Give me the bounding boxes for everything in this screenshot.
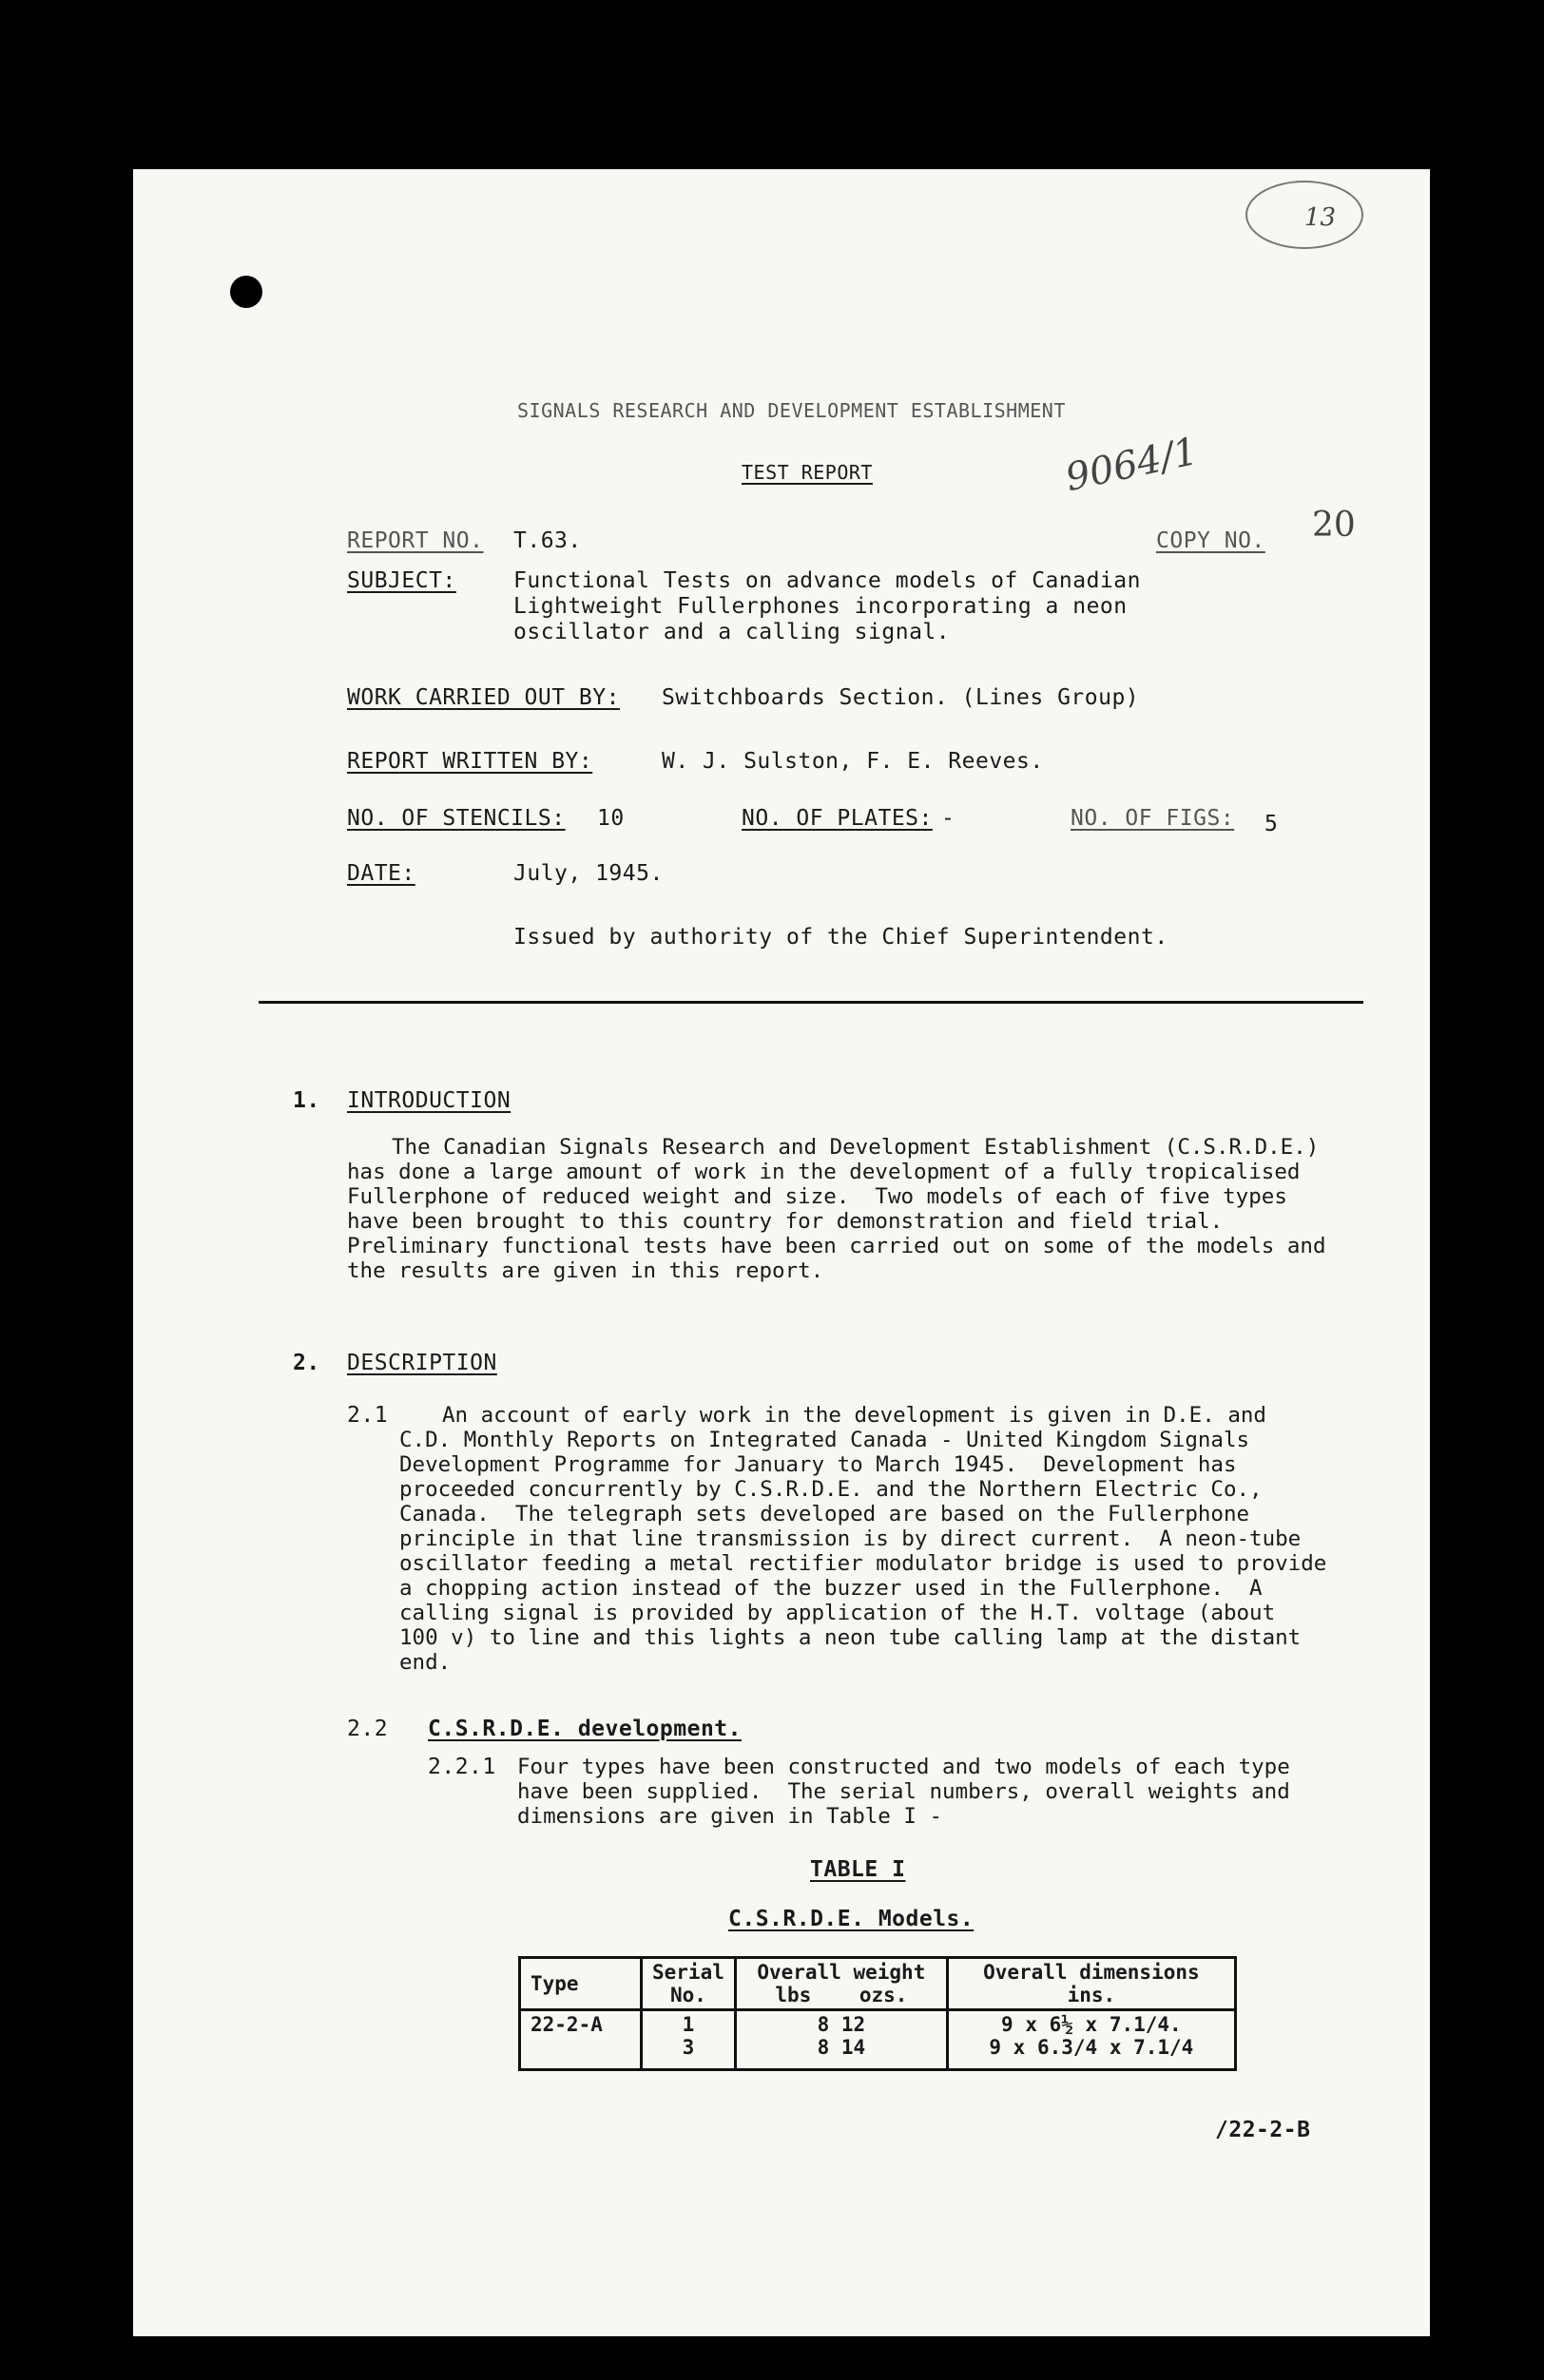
handwritten-ref: 9064/1 <box>1061 429 1202 501</box>
description-line: principle in that line transmission is by direct current. A neon-tube <box>399 1526 1302 1551</box>
plates-label: NO. OF PLATES: <box>742 806 933 831</box>
table-row <box>520 2010 1236 2070</box>
description-line: 100 v) to line and this lights a neon tube calling lamp at the distant <box>399 1625 1302 1650</box>
report-no-value: T.63. <box>513 528 582 553</box>
report-no-label: REPORT NO. <box>347 528 484 553</box>
description-line: a chopping action instead of the buzzer used in the Fullerphone. A <box>399 1576 1263 1601</box>
work-value: Switchboards Section. (Lines Group) <box>662 685 1140 710</box>
introduction-line: Fullerphone of reduced weight and size. Two models of each of five types <box>347 1184 1287 1209</box>
figs-label: NO. OF FIGS: <box>1071 806 1235 831</box>
header-dimensions: Overall dimensions ins. <box>947 1958 1235 2010</box>
introduction-line: have been brought to this country for demonstration and field trial. <box>347 1209 1224 1234</box>
work-label: WORK CARRIED OUT BY: <box>347 685 620 710</box>
description-line: Development Programme for January to March 1945. Development has <box>399 1452 1237 1477</box>
copy-no-label: COPY NO. <box>1156 528 1265 553</box>
subject-line: Functional Tests on advance models of Canadian <box>513 568 1141 593</box>
subject-line: Lightweight Fullerphones incorporating a neon <box>513 594 1128 619</box>
copy-number: 20 <box>1312 506 1356 545</box>
description-line: proceeded concurrently by C.S.R.D.E. and the Northern Electric Co., <box>399 1477 1263 1502</box>
date-label: DATE: <box>347 861 415 886</box>
introduction-line: Preliminary functional tests have been carried out on some of the models and <box>347 1234 1326 1258</box>
section-title-description: DESCRIPTION <box>347 1351 497 1375</box>
cell-weights: 8 12 8 14 <box>735 2010 947 2070</box>
document-page <box>133 169 1430 2336</box>
cell-type: 22-2-A <box>520 2010 642 2070</box>
date-value: July, 1945. <box>513 861 664 886</box>
table-title: TABLE I <box>810 1857 906 1882</box>
subsection-number: 2.1 <box>347 1403 389 1428</box>
header-serial: Serial No. <box>642 1958 736 2010</box>
subsection-line: dimensions are given in Table I - <box>517 1804 943 1829</box>
written-label: REPORT WRITTEN BY: <box>347 749 593 774</box>
stencils-label: NO. OF STENCILS: <box>347 806 566 831</box>
description-line: calling signal is provided by application of the H.T. voltage (about <box>399 1601 1276 1625</box>
subsection-line: Four types have been constructed and two models of each type <box>517 1755 1290 1779</box>
organization-heading: SIGNALS RESEARCH AND DEVELOPMENT ESTABLISHMENT <box>517 399 1066 422</box>
cell-dimensions: 9 x 6½ x 7.1/4. 9 x 6.3/4 x 7.1/4 <box>947 2010 1235 2070</box>
plates-value: - <box>941 806 955 831</box>
introduction-line: the results are given in this report. <box>347 1258 824 1283</box>
subsection-number: 2.2.1 <box>428 1755 496 1779</box>
table-subtitle: C.S.R.D.E. Models. <box>728 1907 975 1931</box>
subject-label: SUBJECT: <box>347 568 456 593</box>
page-mark: 13 <box>1304 203 1337 232</box>
section-title-introduction: INTRODUCTION <box>347 1088 511 1113</box>
figs-value: 5 <box>1264 812 1279 836</box>
introduction-line: The Canadian Signals Research and Development Establishment (C.S.R.D.E.) <box>392 1135 1320 1160</box>
section-number: 2. <box>293 1351 320 1375</box>
subject-line: oscillator and a calling signal. <box>513 620 951 644</box>
description-line: An account of early work in the development is given in D.E. and <box>442 1403 1266 1428</box>
report-type: TEST REPORT <box>742 461 873 484</box>
subsection-number: 2.2 <box>347 1717 389 1741</box>
written-value: W. J. Sulston, F. E. Reeves. <box>662 749 1044 774</box>
section-number: 1. <box>293 1088 320 1113</box>
description-line: end. <box>399 1650 452 1675</box>
table-header-row <box>520 1958 1236 2010</box>
issued-statement: Issued by authority of the Chief Superintendent. <box>513 925 1168 950</box>
description-line: Canada. The telegraph sets developed are based on the Fullerphone <box>399 1502 1250 1526</box>
cell-serials: 1 3 <box>642 2010 736 2070</box>
punch-hole <box>230 276 262 308</box>
introduction-line: has done a large amount of work in the development of a fully tropicalised <box>347 1160 1301 1184</box>
header-weight: Overall weight lbs ozs. <box>735 1958 947 2010</box>
subsection-line: have been supplied. The serial numbers, overall weights and <box>517 1779 1290 1804</box>
continuation-marker: /22-2-B <box>1215 2118 1311 2142</box>
subsection-title: C.S.R.D.E. development. <box>428 1717 742 1741</box>
description-line: C.D. Monthly Reports on Integrated Canada - United Kingdom Signals <box>399 1428 1250 1452</box>
models-table <box>518 1956 1237 2071</box>
header-type: Type <box>520 1958 642 2010</box>
description-line: oscillator feeding a metal rectifier modulator bridge is used to provide <box>399 1551 1327 1576</box>
divider-line <box>259 1001 1363 1004</box>
stencils-value: 10 <box>597 806 625 831</box>
